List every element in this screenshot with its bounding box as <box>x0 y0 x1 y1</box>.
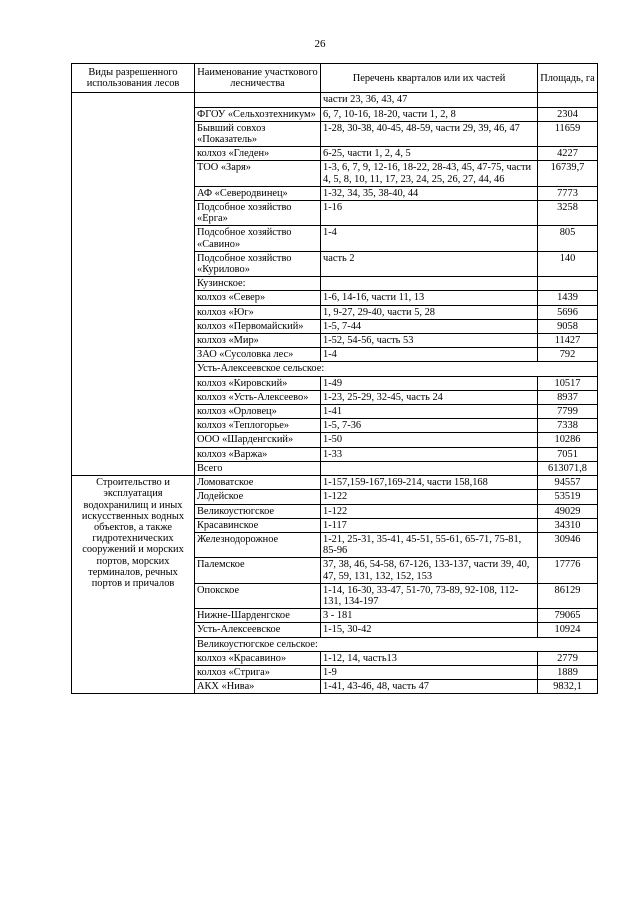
area-value: 11659 <box>538 121 598 146</box>
quarters-list: 1-52, 54-56, часть 53 <box>321 334 538 348</box>
area-value: 7338 <box>538 419 598 433</box>
forestry-name: колхоз «Юг» <box>195 305 321 319</box>
area-value <box>538 277 598 291</box>
area-value: 79065 <box>538 609 598 623</box>
quarters-list: 1-12, 14, часть13 <box>321 651 538 665</box>
total-label: Всего <box>195 461 321 475</box>
quarters-list: 1-122 <box>321 504 538 518</box>
quarters-list: 1-6, 14-16, части 11, 13 <box>321 291 538 305</box>
quarters-list: 1-28, 30-38, 40-45, 48-59, части 29, 39, 46, 47 <box>321 121 538 146</box>
forestry-name: Подсобное хозяйство «Ерга» <box>195 201 321 226</box>
area-value: 805 <box>538 226 598 251</box>
quarters-list: 1-15, 30-42 <box>321 623 538 637</box>
area-value: 8937 <box>538 390 598 404</box>
quarters-list: 1-49 <box>321 376 538 390</box>
quarters-list: 1-5, 7-36 <box>321 419 538 433</box>
forestry-name: Бывший совхоз «Показатель» <box>195 121 321 146</box>
area-value <box>538 93 598 107</box>
area-value: 7051 <box>538 447 598 461</box>
forestry-name: Ломоватское <box>195 476 321 490</box>
quarters-list: 6, 7, 10-16, 18-20, части 1, 2, 8 <box>321 107 538 121</box>
forestry-name: Подсобное хозяйство «Савино» <box>195 226 321 251</box>
area-value: 86129 <box>538 583 598 608</box>
area-value: 2304 <box>538 107 598 121</box>
total-area: 613071,8 <box>538 461 598 475</box>
quarters-list: 1-9 <box>321 665 538 679</box>
area-value: 49029 <box>538 504 598 518</box>
quarters-list: 1-5, 7-44 <box>321 319 538 333</box>
forestry-name: ТОО «Заря» <box>195 161 321 186</box>
page-number: 26 <box>314 38 326 50</box>
quarters-list: 1-4 <box>321 348 538 362</box>
quarters-list: 1-50 <box>321 433 538 447</box>
forestry-name: колхоз «Теплогорье» <box>195 419 321 433</box>
area-value: 9058 <box>538 319 598 333</box>
forestry-name: Нижне-Шарденгское <box>195 609 321 623</box>
forestry-name: Великоустюгское <box>195 504 321 518</box>
area-value: 3258 <box>538 201 598 226</box>
quarters-list: 37, 38, 46, 54-58, 67-126, 133-137, части 39, 40, 47, 59, 131, 132, 152, 153 <box>321 558 538 583</box>
forestry-name: колхоз «Север» <box>195 291 321 305</box>
forestry-name: колхоз «Гледен» <box>195 147 321 161</box>
forestry-name: Палемское <box>195 558 321 583</box>
use-category-cell <box>72 93 195 476</box>
quarters-list: часть 2 <box>321 251 538 276</box>
quarters-list: 1-4 <box>321 226 538 251</box>
quarters-list: 3 - 181 <box>321 609 538 623</box>
area-value: 5696 <box>538 305 598 319</box>
quarters-list <box>321 277 538 291</box>
header-type: Виды разрешенного использования лесов <box>72 64 195 93</box>
quarters-list: 1-41 <box>321 405 538 419</box>
quarters-list: 1-117 <box>321 518 538 532</box>
quarters-list: 1-14, 16-30, 33-47, 51-70, 73-89, 92-108, 112-131, 134-197 <box>321 583 538 608</box>
area-value: 34310 <box>538 518 598 532</box>
area-value: 1889 <box>538 665 598 679</box>
quarters-list <box>321 461 538 475</box>
forestry-name: ФГОУ «Сельхозтехникум» <box>195 107 321 121</box>
area-value: 140 <box>538 251 598 276</box>
quarters-list: 1, 9-27, 29-40, части 5, 28 <box>321 305 538 319</box>
header-quarters: Перечень кварталов или их частей <box>321 64 538 93</box>
forestry-name: Опокское <box>195 583 321 608</box>
forestry-name: ЗАО «Сусоловка лес» <box>195 348 321 362</box>
area-value: 2779 <box>538 651 598 665</box>
area-value: 7799 <box>538 405 598 419</box>
area-value: 53519 <box>538 490 598 504</box>
quarters-list: 1-16 <box>321 201 538 226</box>
forestry-name: колхоз «Первомайский» <box>195 319 321 333</box>
forestry-name: Подсобное хозяйство «Курилово» <box>195 251 321 276</box>
area-value: 10286 <box>538 433 598 447</box>
forestry-name: Усть-Алексеевское <box>195 623 321 637</box>
area-value: 17776 <box>538 558 598 583</box>
area-value: 16739,7 <box>538 161 598 186</box>
header-forestry: Наименование участкового лесничества <box>195 64 321 93</box>
quarters-list: 1-33 <box>321 447 538 461</box>
forestry-name: колхоз «Кировский» <box>195 376 321 390</box>
use-category-cell: Строительство и эксплуатация водохранилищ и иных искусственных водных объектов, а также гидротехнических сооружений и морских портов, морских терминалов, речных портов и причалов <box>72 476 195 694</box>
area-value: 30946 <box>538 532 598 557</box>
area-value: 10924 <box>538 623 598 637</box>
forestry-name <box>195 93 321 107</box>
table-header-row <box>72 64 598 93</box>
quarters-list: 1-21, 25-31, 35-41, 45-51, 55-61, 65-71, 75-81, 85-96 <box>321 532 538 557</box>
quarters-list: 1-122 <box>321 490 538 504</box>
forestry-name: колхоз «Усть-Алексеево» <box>195 390 321 404</box>
quarters-list: 1-41, 43-46, 48, часть 47 <box>321 680 538 694</box>
forestry-name: АКХ «Нива» <box>195 680 321 694</box>
forestry-name: Красавинское <box>195 518 321 532</box>
area-value: 4227 <box>538 147 598 161</box>
forest-use-table <box>71 63 598 694</box>
quarters-list: 1-157,159-167,169-214, части 158,168 <box>321 476 538 490</box>
area-value: 94557 <box>538 476 598 490</box>
forestry-name: колхоз «Стрига» <box>195 665 321 679</box>
forestry-name: АФ «Северодвинец» <box>195 186 321 200</box>
table-row <box>72 476 598 490</box>
forestry-name: колхоз «Мир» <box>195 334 321 348</box>
forestry-name: ООО «Шарденгский» <box>195 433 321 447</box>
forestry-name: Лодейское <box>195 490 321 504</box>
quarters-list: 1-3, 6, 7, 9, 12-16, 18-22, 28-43, 45, 47-75, части 4, 5, 8, 10, 11, 17, 23, 24, 25, 26, 27, 44, 46 <box>321 161 538 186</box>
area-value: 7773 <box>538 186 598 200</box>
subgroup-label: Усть-Алексеевское сельское: <box>195 362 598 376</box>
quarters-list: 1-23, 25-29, 32-45, часть 24 <box>321 390 538 404</box>
header-area: Площадь, га <box>538 64 598 93</box>
forestry-name: Кузинское: <box>195 277 321 291</box>
quarters-list: 1-32, 34, 35, 38-40, 44 <box>321 186 538 200</box>
area-value: 10517 <box>538 376 598 390</box>
forestry-name: колхоз «Красавино» <box>195 651 321 665</box>
area-value: 1439 <box>538 291 598 305</box>
subgroup-label: Великоустюгское сельское: <box>195 637 598 651</box>
area-value: 9832,1 <box>538 680 598 694</box>
forestry-name: колхоз «Варжа» <box>195 447 321 461</box>
quarters-list: части 23, 36, 43, 47 <box>321 93 538 107</box>
table-row <box>72 93 598 107</box>
forestry-name: колхоз «Орловец» <box>195 405 321 419</box>
area-value: 792 <box>538 348 598 362</box>
quarters-list: 6-25, части 1, 2, 4, 5 <box>321 147 538 161</box>
area-value: 11427 <box>538 334 598 348</box>
forestry-name: Железнодорожное <box>195 532 321 557</box>
